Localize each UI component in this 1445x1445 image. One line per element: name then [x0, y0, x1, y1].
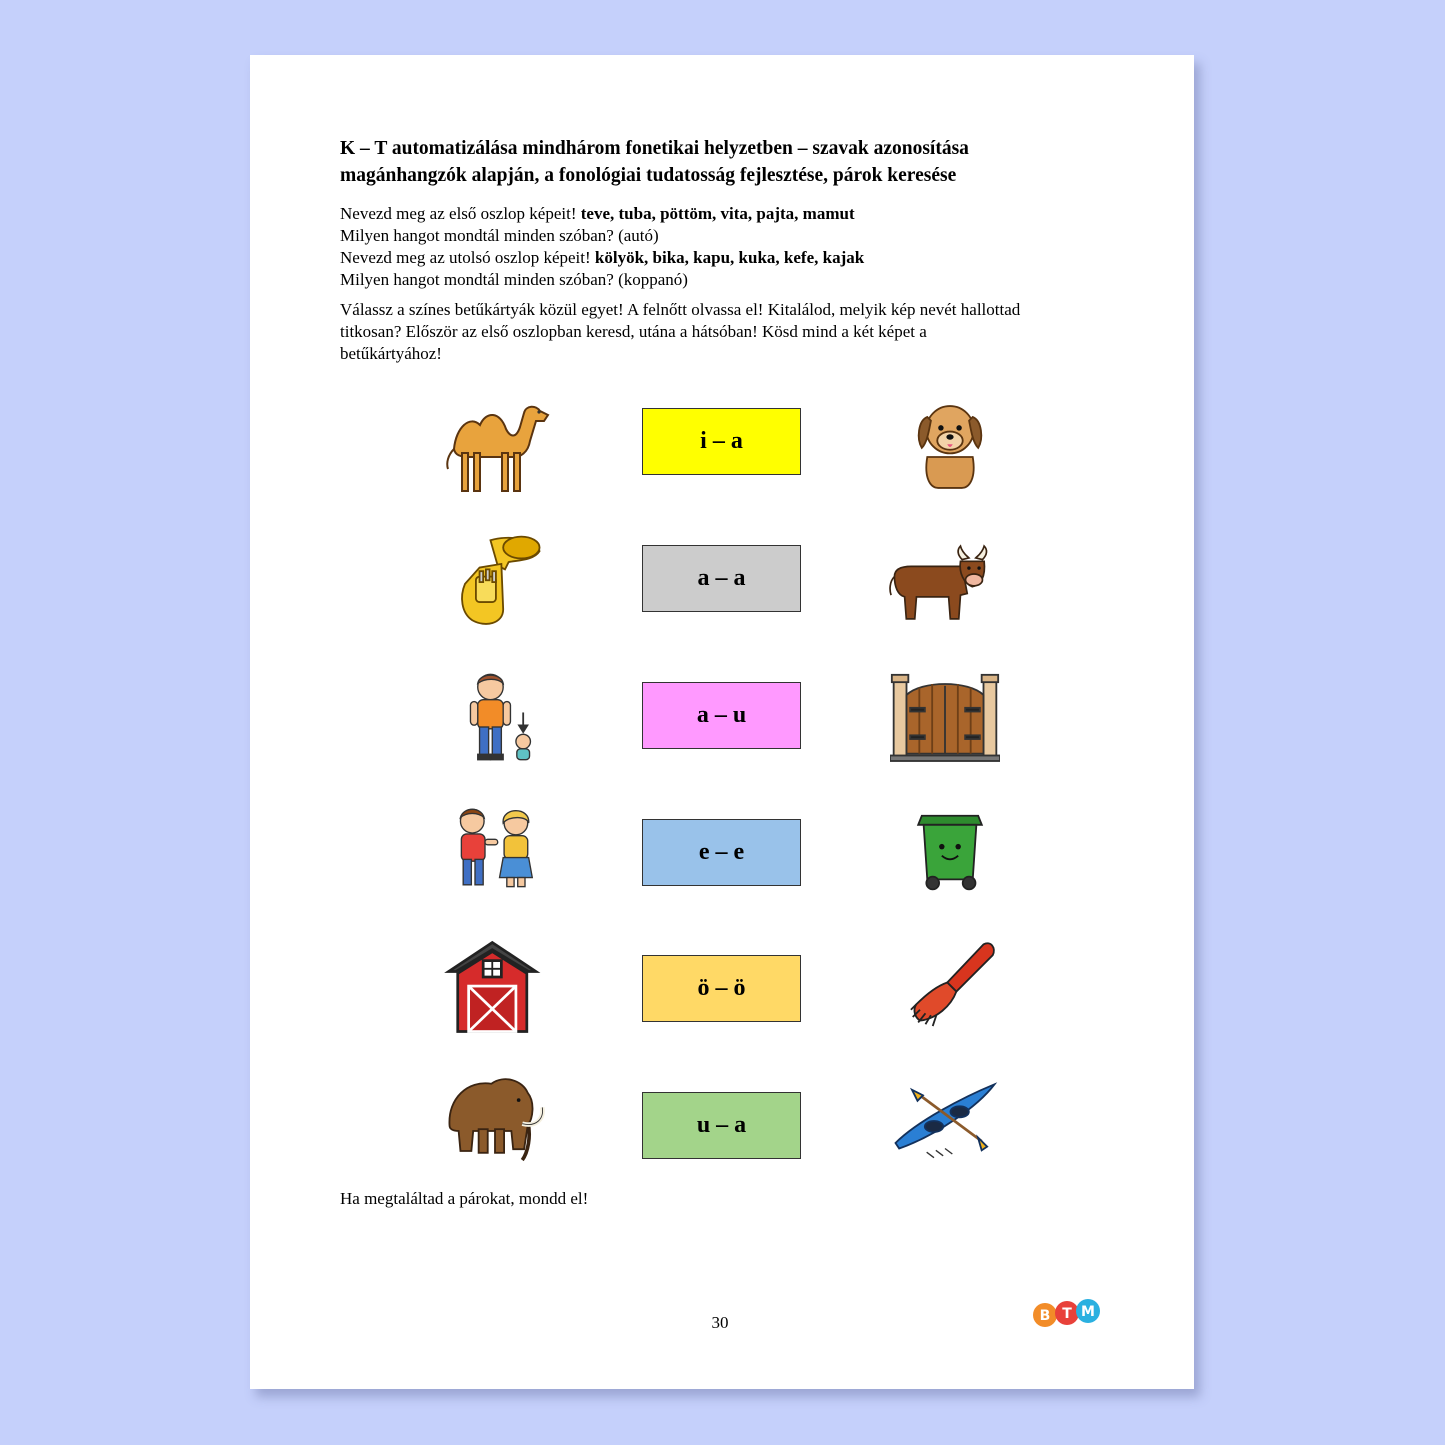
letter-card-label: ö – ö [697, 975, 746, 1001]
kayak-icon[interactable] [890, 1071, 1000, 1171]
first-column-question: Milyen hangot mondtál minden szóban? (autó) [340, 226, 659, 245]
svg-text:T: T [1062, 1306, 1072, 1322]
page-number: 30 [711, 1313, 729, 1332]
last-column-words: kölyök, bika, kapu, kuka, kefe, kajak [594, 248, 865, 267]
tuba-icon[interactable] [440, 533, 550, 633]
letter-card-label: i – a [700, 428, 743, 454]
letter-card-o-o[interactable] [642, 955, 801, 1022]
arguing-kids-icon[interactable] [440, 803, 550, 903]
puppy-icon[interactable] [895, 397, 1005, 497]
task-instructions [340, 299, 1120, 365]
letter-card-label: u – a [696, 1112, 747, 1138]
letter-card-u-a[interactable] [642, 1092, 801, 1159]
barn-icon[interactable] [440, 937, 550, 1037]
letter-card-a-u[interactable] [642, 682, 801, 749]
page-title [340, 135, 1120, 189]
first-column-instruction [340, 203, 864, 225]
letter-card-label: a – a [697, 565, 746, 591]
letter-card-i-a[interactable] [642, 408, 801, 475]
task-line-2: titkosan? Először az első oszlopban keresd, utána a hátsóban! Kösd mind a két képet a [340, 322, 927, 341]
naming-instructions [340, 203, 864, 291]
footer-instruction: Ha megtaláltad a párokat, mondd el! [340, 1189, 589, 1208]
brush-icon[interactable] [895, 937, 1005, 1037]
title-line-2: magánhangzók alapján, a fonológiai tudatosság fejlesztése, párok keresése [340, 165, 957, 186]
trash-bin-icon[interactable] [895, 803, 1005, 903]
letter-card-e-e[interactable] [642, 819, 801, 886]
bull-icon[interactable] [886, 535, 996, 635]
small-child-icon[interactable] [440, 667, 550, 767]
letter-card-a-a[interactable] [642, 545, 801, 612]
last-column-prefix: Nevezd meg az utolsó oszlop képeit! [340, 248, 595, 267]
task-line-3: betűkártyához! [340, 344, 442, 363]
first-column-prefix: Nevezd meg az első oszlop képeit! [340, 204, 581, 223]
worksheet-page [250, 55, 1194, 1389]
last-column-instruction [340, 247, 864, 269]
last-column-question: Milyen hangot mondtál minden szóban? (koppanó) [340, 270, 688, 289]
first-column-words: teve, tuba, pöttöm, vita, pajta, mamut [580, 204, 855, 223]
letter-card-label: a – u [696, 702, 747, 728]
gate-icon[interactable] [890, 667, 1000, 767]
mammoth-icon[interactable] [440, 1071, 550, 1171]
title-line-1: K – T automatizálása mindhárom fonetikai helyzetben – szavak azonosítása [340, 138, 969, 159]
svg-text:M: M [1081, 1304, 1095, 1320]
task-line-1: Válassz a színes betűkártyák közül egyet! A felnőtt olvassa el! Kitalálod, melyik kép nevét hallottad [340, 300, 1021, 319]
btm-logo [1032, 1295, 1102, 1331]
letter-card-label: e – e [698, 839, 745, 865]
svg-text:B: B [1039, 1308, 1051, 1324]
camel-icon[interactable] [440, 397, 550, 497]
